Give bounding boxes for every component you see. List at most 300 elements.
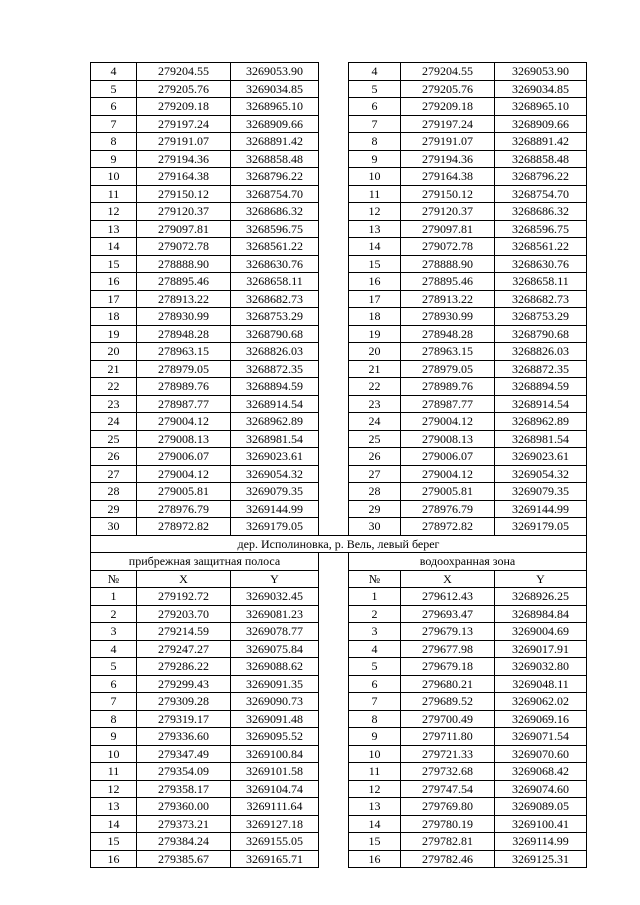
x-coordinate-left: 278913.22 — [137, 290, 231, 308]
x-coordinate-right: 279747.54 — [401, 780, 495, 798]
y-coordinate-left: 3268872.35 — [231, 360, 319, 378]
point-number-left: 27 — [91, 465, 137, 483]
x-coordinate-left: 279008.13 — [137, 430, 231, 448]
table-gap — [319, 675, 349, 693]
point-number-left: 8 — [91, 710, 137, 728]
table-row — [91, 518, 587, 536]
x-coordinate-left: 279004.12 — [137, 465, 231, 483]
point-number-right: 12 — [349, 203, 401, 221]
x-coordinate-left: 279358.17 — [137, 780, 231, 798]
y-coordinate-right: 3268962.89 — [495, 413, 587, 431]
table-row — [91, 98, 587, 116]
table-gap — [319, 448, 349, 466]
point-number-right: 12 — [349, 780, 401, 798]
table-row — [91, 168, 587, 186]
x-coordinate-left: 279120.37 — [137, 203, 231, 221]
x-coordinate-right: 279769.80 — [401, 798, 495, 816]
right-caption: водоохранная зона — [349, 553, 587, 571]
y-coordinate-right: 3268981.54 — [495, 430, 587, 448]
table-row — [91, 343, 587, 361]
x-coordinate-left: 278963.15 — [137, 343, 231, 361]
section-title: дер. Исполиновка, р. Вель, левый берег — [91, 535, 587, 553]
point-number-right: 14 — [349, 815, 401, 833]
point-number-right: 16 — [349, 850, 401, 868]
table-row — [91, 745, 587, 763]
left-caption: прибрежная защитная полоса — [91, 553, 319, 571]
y-coordinate-left: 3269091.48 — [231, 710, 319, 728]
table-gap — [319, 745, 349, 763]
table-row — [91, 500, 587, 518]
table-row — [91, 640, 587, 658]
point-number-left: 26 — [91, 448, 137, 466]
x-coordinate-left: 279204.55 — [137, 63, 231, 81]
point-number-left: 13 — [91, 798, 137, 816]
point-number-right: 28 — [349, 483, 401, 501]
y-coordinate-left: 3269053.90 — [231, 63, 319, 81]
x-coordinate-right: 279711.80 — [401, 728, 495, 746]
point-number-right: 6 — [349, 675, 401, 693]
table-gap — [319, 98, 349, 116]
y-coordinate-right: 3268909.66 — [495, 115, 587, 133]
y-coordinate-right: 3269068.42 — [495, 763, 587, 781]
table-row — [91, 448, 587, 466]
y-coordinate-left: 3269075.84 — [231, 640, 319, 658]
y-coordinate-right: 3268658.11 — [495, 273, 587, 291]
y-coordinate-right: 3269125.31 — [495, 850, 587, 868]
point-number-left: 17 — [91, 290, 137, 308]
table-row — [91, 588, 587, 606]
table-gap — [319, 63, 349, 81]
table-gap — [319, 763, 349, 781]
top-rows — [91, 63, 587, 536]
point-number-right: 17 — [349, 290, 401, 308]
table-gap — [319, 343, 349, 361]
x-coordinate-left: 279164.38 — [137, 168, 231, 186]
x-coordinate-left: 278989.76 — [137, 378, 231, 396]
table-gap — [319, 220, 349, 238]
table-gap — [319, 185, 349, 203]
x-coordinate-right: 278895.46 — [401, 273, 495, 291]
point-number-right: 22 — [349, 378, 401, 396]
point-number-left: 2 — [91, 605, 137, 623]
y-coordinate-left: 3269144.99 — [231, 500, 319, 518]
table-gap — [319, 693, 349, 711]
y-coordinate-right: 3269023.61 — [495, 448, 587, 466]
table-gap — [319, 430, 349, 448]
y-coordinate-right: 3268686.32 — [495, 203, 587, 221]
y-coordinate-right: 3268561.22 — [495, 238, 587, 256]
x-coordinate-right: 278976.79 — [401, 500, 495, 518]
x-coordinate-left: 279214.59 — [137, 623, 231, 641]
coordinates-table — [90, 62, 587, 868]
y-coordinate-right: 3268753.29 — [495, 308, 587, 326]
point-number-left: 22 — [91, 378, 137, 396]
y-coordinate-right: 3268926.25 — [495, 588, 587, 606]
y-coordinate-left: 3269111.64 — [231, 798, 319, 816]
table-gap — [319, 150, 349, 168]
y-coordinate-left: 3269179.05 — [231, 518, 319, 536]
y-coordinate-right: 3269179.05 — [495, 518, 587, 536]
table-row — [91, 658, 587, 676]
point-number-right: 3 — [349, 623, 401, 641]
point-number-left: 3 — [91, 623, 137, 641]
y-coordinate-right: 3269074.60 — [495, 780, 587, 798]
y-coordinate-left: 3268981.54 — [231, 430, 319, 448]
table-row — [91, 378, 587, 396]
x-coordinate-right: 279008.13 — [401, 430, 495, 448]
col-header-num-right: № — [349, 570, 401, 588]
y-coordinate-right: 3268872.35 — [495, 360, 587, 378]
table-gap — [319, 500, 349, 518]
point-number-right: 16 — [349, 273, 401, 291]
col-header-x-left: X — [137, 570, 231, 588]
y-coordinate-left: 3269100.84 — [231, 745, 319, 763]
table-row — [91, 763, 587, 781]
point-number-left: 13 — [91, 220, 137, 238]
x-coordinate-left: 278948.28 — [137, 325, 231, 343]
point-number-left: 24 — [91, 413, 137, 431]
x-coordinate-right: 278972.82 — [401, 518, 495, 536]
table-row — [91, 80, 587, 98]
table-gap — [319, 780, 349, 798]
y-coordinate-right: 3268914.54 — [495, 395, 587, 413]
y-coordinate-right: 3269034.85 — [495, 80, 587, 98]
x-coordinate-right: 279679.13 — [401, 623, 495, 641]
x-coordinate-right: 279782.81 — [401, 833, 495, 851]
column-header-row — [91, 570, 587, 588]
point-number-left: 11 — [91, 763, 137, 781]
point-number-left: 6 — [91, 98, 137, 116]
point-number-right: 24 — [349, 413, 401, 431]
point-number-right: 11 — [349, 763, 401, 781]
table-row — [91, 220, 587, 238]
table-row — [91, 605, 587, 623]
y-coordinate-left: 3268796.22 — [231, 168, 319, 186]
point-number-left: 4 — [91, 640, 137, 658]
point-number-left: 30 — [91, 518, 137, 536]
point-number-right: 13 — [349, 220, 401, 238]
x-coordinate-left: 279005.81 — [137, 483, 231, 501]
y-coordinate-left: 3268914.54 — [231, 395, 319, 413]
y-coordinate-right: 3269144.99 — [495, 500, 587, 518]
point-number-right: 27 — [349, 465, 401, 483]
x-coordinate-left: 279373.21 — [137, 815, 231, 833]
y-coordinate-right: 3269069.16 — [495, 710, 587, 728]
point-number-right: 18 — [349, 308, 401, 326]
x-coordinate-right: 279205.76 — [401, 80, 495, 98]
table-row — [91, 693, 587, 711]
table-gap — [319, 203, 349, 221]
y-coordinate-right: 3269071.54 — [495, 728, 587, 746]
x-coordinate-left: 279203.70 — [137, 605, 231, 623]
bottom-rows — [91, 588, 587, 868]
point-number-left: 5 — [91, 80, 137, 98]
point-number-left: 9 — [91, 150, 137, 168]
point-number-right: 7 — [349, 115, 401, 133]
y-coordinate-left: 3268909.66 — [231, 115, 319, 133]
y-coordinate-left: 3268682.73 — [231, 290, 319, 308]
x-coordinate-left: 279194.36 — [137, 150, 231, 168]
table-row — [91, 255, 587, 273]
point-number-right: 8 — [349, 710, 401, 728]
y-coordinate-left: 3269090.73 — [231, 693, 319, 711]
table-row — [91, 150, 587, 168]
point-number-left: 8 — [91, 133, 137, 151]
x-coordinate-left: 279286.22 — [137, 658, 231, 676]
x-coordinate-right: 279191.07 — [401, 133, 495, 151]
x-coordinate-right: 279164.38 — [401, 168, 495, 186]
table-gap — [319, 623, 349, 641]
col-header-y-left: Y — [231, 570, 319, 588]
point-number-left: 15 — [91, 255, 137, 273]
y-coordinate-right: 3268754.70 — [495, 185, 587, 203]
table-row — [91, 465, 587, 483]
table-gap — [319, 238, 349, 256]
point-number-right: 15 — [349, 255, 401, 273]
table-gap — [319, 465, 349, 483]
table-row — [91, 815, 587, 833]
x-coordinate-right: 278987.77 — [401, 395, 495, 413]
table-gap — [319, 395, 349, 413]
y-coordinate-right: 3268965.10 — [495, 98, 587, 116]
point-number-left: 23 — [91, 395, 137, 413]
table-gap — [319, 290, 349, 308]
y-coordinate-right: 3269032.80 — [495, 658, 587, 676]
table-row — [91, 273, 587, 291]
y-coordinate-right: 3269079.35 — [495, 483, 587, 501]
x-coordinate-right: 279677.98 — [401, 640, 495, 658]
y-coordinate-left: 3268962.89 — [231, 413, 319, 431]
y-coordinate-right: 3269017.91 — [495, 640, 587, 658]
x-coordinate-left: 278979.05 — [137, 360, 231, 378]
table-row — [91, 185, 587, 203]
section-header — [91, 535, 587, 588]
point-number-right: 7 — [349, 693, 401, 711]
table-row — [91, 710, 587, 728]
point-number-left: 29 — [91, 500, 137, 518]
table-row — [91, 115, 587, 133]
x-coordinate-left: 279309.28 — [137, 693, 231, 711]
x-coordinate-left: 278895.46 — [137, 273, 231, 291]
x-coordinate-right: 279693.47 — [401, 605, 495, 623]
y-coordinate-right: 3268630.76 — [495, 255, 587, 273]
y-coordinate-right: 3269054.32 — [495, 465, 587, 483]
table-row — [91, 413, 587, 431]
y-coordinate-left: 3268658.11 — [231, 273, 319, 291]
x-coordinate-right: 279680.21 — [401, 675, 495, 693]
x-coordinate-right: 279732.68 — [401, 763, 495, 781]
y-coordinate-right: 3269070.60 — [495, 745, 587, 763]
table-gap — [319, 115, 349, 133]
table-row — [91, 290, 587, 308]
col-header-x-right: X — [401, 570, 495, 588]
y-coordinate-right: 3269053.90 — [495, 63, 587, 81]
point-number-left: 16 — [91, 273, 137, 291]
y-coordinate-right: 3269062.02 — [495, 693, 587, 711]
table-row — [91, 133, 587, 151]
point-number-right: 4 — [349, 63, 401, 81]
x-coordinate-left: 278930.99 — [137, 308, 231, 326]
y-coordinate-left: 3268754.70 — [231, 185, 319, 203]
y-coordinate-right: 3268891.42 — [495, 133, 587, 151]
y-coordinate-right: 3268858.48 — [495, 150, 587, 168]
table-gap — [319, 518, 349, 536]
table-gap — [319, 483, 349, 501]
y-coordinate-left: 3269155.05 — [231, 833, 319, 851]
table-gap — [319, 850, 349, 868]
table-gap — [319, 378, 349, 396]
table-gap — [319, 255, 349, 273]
point-number-right: 19 — [349, 325, 401, 343]
table-row — [91, 325, 587, 343]
y-coordinate-right: 3269048.11 — [495, 675, 587, 693]
table-row — [91, 833, 587, 851]
point-number-right: 20 — [349, 343, 401, 361]
point-number-right: 30 — [349, 518, 401, 536]
x-coordinate-left: 279336.60 — [137, 728, 231, 746]
point-number-left: 1 — [91, 588, 137, 606]
point-number-right: 26 — [349, 448, 401, 466]
table-row — [91, 63, 587, 81]
y-coordinate-left: 3268826.03 — [231, 343, 319, 361]
y-coordinate-right: 3268796.22 — [495, 168, 587, 186]
y-coordinate-right: 3269089.05 — [495, 798, 587, 816]
x-coordinate-right: 279679.18 — [401, 658, 495, 676]
y-coordinate-left: 3268753.29 — [231, 308, 319, 326]
y-coordinate-left: 3269078.77 — [231, 623, 319, 641]
x-coordinate-right: 278888.90 — [401, 255, 495, 273]
table-row — [91, 675, 587, 693]
y-coordinate-left: 3269088.62 — [231, 658, 319, 676]
point-number-left: 28 — [91, 483, 137, 501]
coordinates-page — [90, 62, 586, 868]
x-coordinate-right: 279097.81 — [401, 220, 495, 238]
y-coordinate-left: 3269034.85 — [231, 80, 319, 98]
x-coordinate-right: 279150.12 — [401, 185, 495, 203]
y-coordinate-left: 3269091.35 — [231, 675, 319, 693]
x-coordinate-right: 278963.15 — [401, 343, 495, 361]
point-number-left: 21 — [91, 360, 137, 378]
y-coordinate-left: 3269054.32 — [231, 465, 319, 483]
y-coordinate-right: 3269004.69 — [495, 623, 587, 641]
x-coordinate-left: 279150.12 — [137, 185, 231, 203]
x-coordinate-left: 279385.67 — [137, 850, 231, 868]
table-gap — [319, 168, 349, 186]
x-coordinate-left: 279319.17 — [137, 710, 231, 728]
table-gap — [319, 833, 349, 851]
y-coordinate-right: 3268682.73 — [495, 290, 587, 308]
point-number-left: 18 — [91, 308, 137, 326]
table-row — [91, 728, 587, 746]
table-gap — [319, 80, 349, 98]
point-number-right: 1 — [349, 588, 401, 606]
point-number-right: 11 — [349, 185, 401, 203]
y-coordinate-right: 3268984.84 — [495, 605, 587, 623]
x-coordinate-right: 279194.36 — [401, 150, 495, 168]
table-row — [91, 360, 587, 378]
table-row — [91, 430, 587, 448]
y-coordinate-right: 3268894.59 — [495, 378, 587, 396]
y-coordinate-left: 3269127.18 — [231, 815, 319, 833]
table-gap — [319, 570, 349, 588]
table-row — [91, 798, 587, 816]
table-gap — [319, 588, 349, 606]
table-row — [91, 780, 587, 798]
x-coordinate-left: 279205.76 — [137, 80, 231, 98]
y-coordinate-right: 3269114.99 — [495, 833, 587, 851]
point-number-left: 4 — [91, 63, 137, 81]
x-coordinate-right: 278989.76 — [401, 378, 495, 396]
y-coordinate-right: 3268596.75 — [495, 220, 587, 238]
point-number-right: 25 — [349, 430, 401, 448]
point-number-right: 8 — [349, 133, 401, 151]
point-number-left: 15 — [91, 833, 137, 851]
y-coordinate-left: 3268686.32 — [231, 203, 319, 221]
x-coordinate-left: 279004.12 — [137, 413, 231, 431]
point-number-right: 13 — [349, 798, 401, 816]
y-coordinate-left: 3268790.68 — [231, 325, 319, 343]
point-number-left: 12 — [91, 203, 137, 221]
table-gap — [319, 413, 349, 431]
y-coordinate-left: 3269023.61 — [231, 448, 319, 466]
y-coordinate-left: 3268630.76 — [231, 255, 319, 273]
point-number-left: 9 — [91, 728, 137, 746]
y-coordinate-right: 3268826.03 — [495, 343, 587, 361]
table-gap — [319, 658, 349, 676]
x-coordinate-left: 279197.24 — [137, 115, 231, 133]
y-coordinate-left: 3269079.35 — [231, 483, 319, 501]
table-gap — [319, 710, 349, 728]
point-number-right: 14 — [349, 238, 401, 256]
table-gap — [319, 728, 349, 746]
point-number-left: 16 — [91, 850, 137, 868]
point-number-left: 14 — [91, 815, 137, 833]
point-number-right: 21 — [349, 360, 401, 378]
x-coordinate-left: 278972.82 — [137, 518, 231, 536]
point-number-right: 2 — [349, 605, 401, 623]
table-gap — [319, 640, 349, 658]
x-coordinate-left: 279299.43 — [137, 675, 231, 693]
x-coordinate-right: 279005.81 — [401, 483, 495, 501]
point-number-left: 10 — [91, 168, 137, 186]
table-row — [91, 395, 587, 413]
table-row — [91, 483, 587, 501]
table-gap — [319, 273, 349, 291]
col-header-y-right: Y — [495, 570, 587, 588]
point-number-left: 19 — [91, 325, 137, 343]
x-coordinate-left: 279192.72 — [137, 588, 231, 606]
x-coordinate-left: 279354.09 — [137, 763, 231, 781]
x-coordinate-right: 279204.55 — [401, 63, 495, 81]
point-number-left: 11 — [91, 185, 137, 203]
table-row — [91, 623, 587, 641]
y-coordinate-left: 3269081.23 — [231, 605, 319, 623]
x-coordinate-right: 279004.12 — [401, 413, 495, 431]
table-row — [91, 203, 587, 221]
point-number-right: 23 — [349, 395, 401, 413]
point-number-left: 20 — [91, 343, 137, 361]
y-coordinate-right: 3268790.68 — [495, 325, 587, 343]
x-coordinate-left: 279384.24 — [137, 833, 231, 851]
x-coordinate-right: 279072.78 — [401, 238, 495, 256]
y-coordinate-left: 3268596.75 — [231, 220, 319, 238]
x-coordinate-right: 279004.12 — [401, 465, 495, 483]
x-coordinate-left: 279347.49 — [137, 745, 231, 763]
x-coordinate-right: 279782.46 — [401, 850, 495, 868]
x-coordinate-left: 279072.78 — [137, 238, 231, 256]
x-coordinate-left: 278888.90 — [137, 255, 231, 273]
point-number-right: 5 — [349, 658, 401, 676]
